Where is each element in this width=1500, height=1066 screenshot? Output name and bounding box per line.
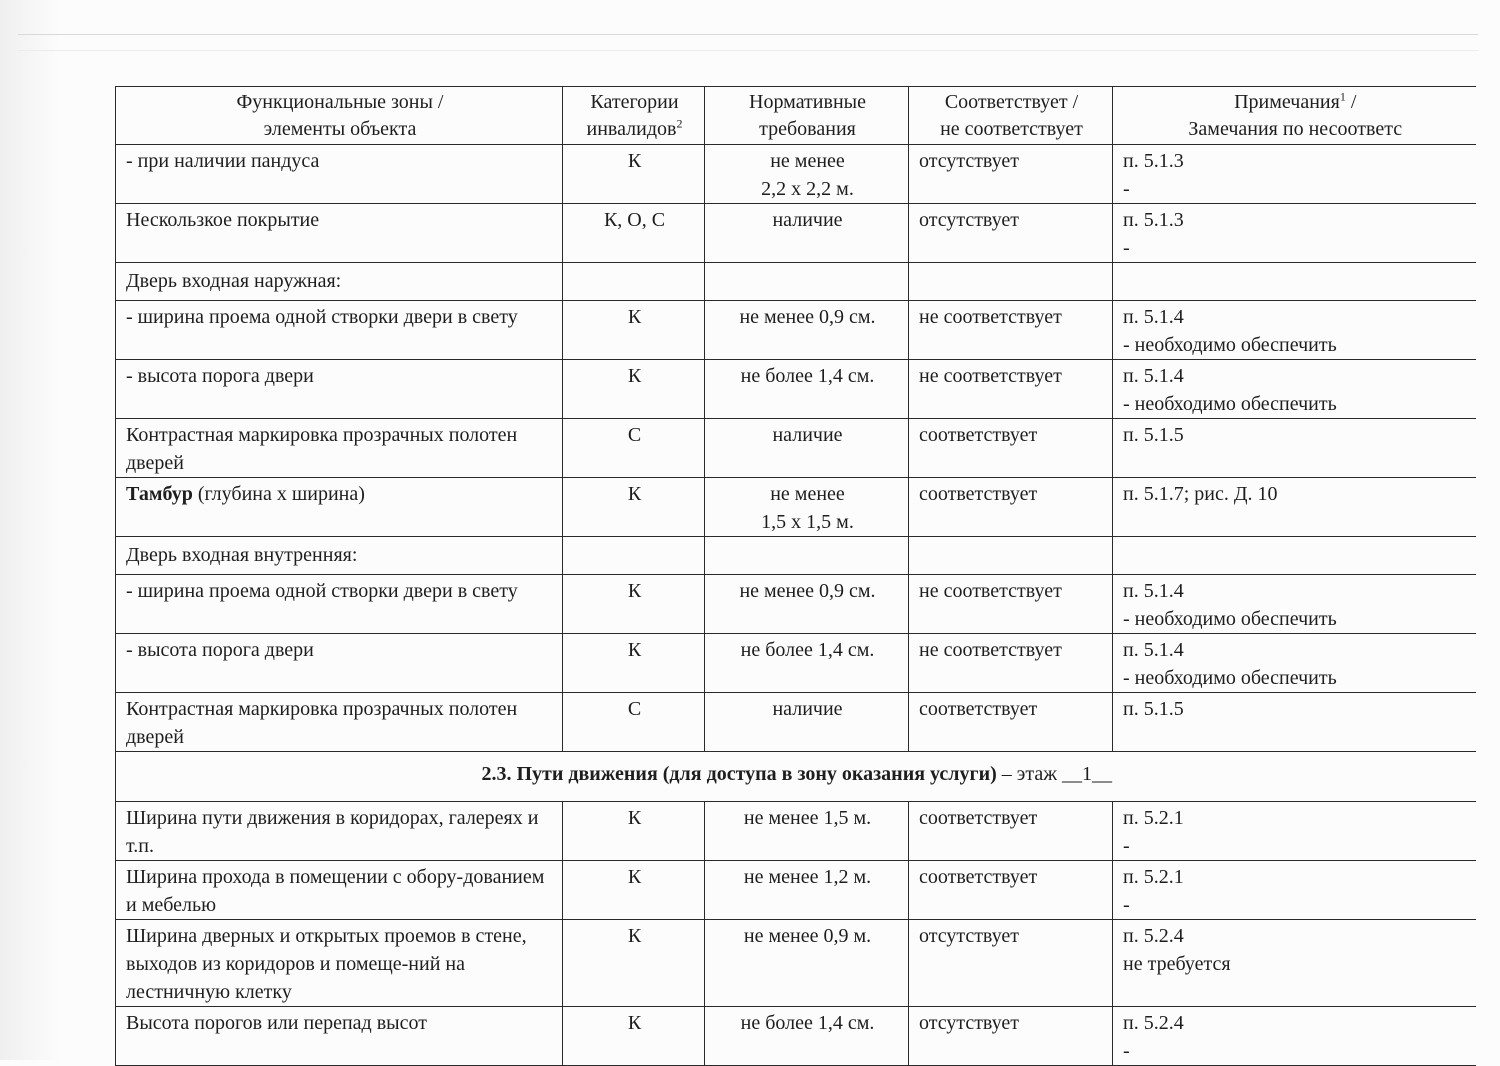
page-top-rule — [18, 34, 1478, 35]
normative-requirement — [705, 693, 909, 752]
note-remark: - — [1123, 835, 1130, 857]
table-row — [116, 575, 1476, 634]
note-cell — [1113, 301, 1476, 360]
note-reference: п. 5.1.5 — [1123, 698, 1184, 720]
normative-requirement — [705, 204, 909, 263]
element-name — [116, 478, 563, 537]
empty-cell — [1113, 537, 1476, 575]
page-top-rule-faint — [18, 50, 1478, 51]
requirement-line-1: не менее 0,9 см. — [739, 306, 876, 328]
requirement-line-1: не менее — [770, 483, 845, 505]
note-reference: п. 5.2.1 — [1123, 807, 1184, 829]
disability-category: К — [563, 861, 705, 920]
element-name: - при наличии пандуса — [116, 145, 563, 204]
scan-edge-shadow — [0, 0, 60, 1060]
empty-cell — [909, 263, 1113, 301]
normative-requirement — [705, 478, 909, 537]
element-name: - ширина проема одной створки двери в свету — [116, 301, 563, 360]
section-heading-row — [116, 537, 1476, 575]
table-row — [116, 861, 1476, 920]
note-remark: - необходимо обеспечить — [1123, 334, 1337, 356]
requirement-line-1: не менее 0,9 см. — [739, 580, 876, 602]
compliance-status: соответствует — [909, 693, 1113, 752]
note-remark: - — [1123, 178, 1130, 200]
header-compliance: Соответствует / не соответствует — [909, 87, 1113, 145]
section-title — [116, 752, 1476, 802]
empty-cell — [909, 537, 1113, 575]
section-title-floor: – этаж __1__ — [996, 763, 1113, 785]
requirement-line-1: не менее 1,5 м. — [743, 807, 872, 829]
note-reference: п. 5.1.5 — [1123, 424, 1184, 446]
requirement-line-1: наличие — [772, 698, 843, 720]
empty-cell — [705, 263, 909, 301]
compliance-status: отсутствует — [909, 920, 1113, 1007]
note-reference: п. 5.2.4 — [1123, 1012, 1184, 1034]
accessibility-audit-table — [115, 86, 1476, 1066]
normative-requirement — [705, 920, 909, 1007]
disability-category: С — [563, 693, 705, 752]
requirement-line-1: не более 1,4 см. — [740, 1012, 875, 1034]
normative-requirement — [705, 301, 909, 360]
table-row — [116, 1007, 1476, 1066]
normative-requirement — [705, 802, 909, 861]
note-reference: п. 5.2.4 — [1123, 925, 1184, 947]
requirement-line-2: 1,5 х 1,5 м. — [761, 511, 854, 533]
requirement-line-1: не более 1,4 см. — [740, 639, 875, 661]
note-reference: п. 5.1.7; рис. Д. 10 — [1123, 483, 1278, 505]
element-name: Ширина дверных и открытых проемов в стене, выходов из коридоров и помеще-ний на лестничную клетку — [116, 920, 563, 1007]
element-name-rest: (глубина х ширина) — [192, 483, 365, 505]
element-name: - высота порога двери — [116, 634, 563, 693]
table-row — [116, 802, 1476, 861]
note-reference: п. 5.2.1 — [1123, 866, 1184, 888]
header-zones: Функциональные зоны / элементы объекта — [116, 87, 563, 145]
compliance-status: соответствует — [909, 802, 1113, 861]
normative-requirement — [705, 419, 909, 478]
note-reference: п. 5.1.3 — [1123, 150, 1184, 172]
disability-category: К — [563, 575, 705, 634]
element-name: Ширина пути движения в коридорах, галереях и т.п. — [116, 802, 563, 861]
normative-requirement — [705, 1007, 909, 1066]
empty-cell — [705, 537, 909, 575]
requirement-line-2: 2,2 х 2,2 м. — [761, 178, 854, 200]
note-reference: п. 5.1.4 — [1123, 580, 1184, 602]
requirement-line-1: не менее 1,2 м. — [743, 866, 872, 888]
compliance-status: соответствует — [909, 478, 1113, 537]
note-cell — [1113, 360, 1476, 419]
compliance-status: не соответствует — [909, 360, 1113, 419]
table-row — [116, 204, 1476, 263]
note-cell — [1113, 861, 1476, 920]
element-name: Контрастная маркировка прозрачных полотен дверей — [116, 419, 563, 478]
table-row — [116, 920, 1476, 1007]
section-title-bold: 2.3. Пути движения (для доступа в зону оказания услуги) — [481, 763, 997, 785]
disability-category: К — [563, 802, 705, 861]
note-remark: - необходимо обеспечить — [1123, 667, 1337, 689]
note-reference: п. 5.1.4 — [1123, 639, 1184, 661]
element-name: Нескользкое покрытие — [116, 204, 563, 263]
element-name: - высота порога двери — [116, 360, 563, 419]
empty-cell — [1113, 263, 1476, 301]
disability-category: К — [563, 1007, 705, 1066]
table-row — [116, 693, 1476, 752]
disability-category: К — [563, 360, 705, 419]
section-title-row — [116, 752, 1476, 802]
normative-requirement — [705, 861, 909, 920]
note-reference: п. 5.1.4 — [1123, 306, 1184, 328]
disability-category: К — [563, 301, 705, 360]
empty-cell — [563, 263, 705, 301]
note-remark: - необходимо обеспечить — [1123, 393, 1337, 415]
table-row — [116, 145, 1476, 204]
element-name: - ширина проема одной створки двери в свету — [116, 575, 563, 634]
requirement-line-1: не менее — [770, 150, 845, 172]
group-heading: Дверь входная внутренняя: — [116, 537, 563, 575]
table-row — [116, 478, 1476, 537]
note-reference: п. 5.1.4 — [1123, 365, 1184, 387]
note-cell — [1113, 1007, 1476, 1066]
requirement-line-1: не менее 0,9 м. — [743, 925, 872, 947]
empty-cell — [563, 537, 705, 575]
section-heading-row — [116, 263, 1476, 301]
disability-category: К — [563, 478, 705, 537]
disability-category: К — [563, 145, 705, 204]
note-reference: п. 5.1.3 — [1123, 209, 1184, 231]
note-cell — [1113, 419, 1476, 478]
requirement-line-1: не более 1,4 см. — [740, 365, 875, 387]
compliance-status: не соответствует — [909, 301, 1113, 360]
element-name-bold: Тамбур — [126, 483, 193, 505]
disability-category: С — [563, 419, 705, 478]
table-row — [116, 634, 1476, 693]
compliance-status: соответствует — [909, 861, 1113, 920]
note-cell — [1113, 802, 1476, 861]
normative-requirement — [705, 575, 909, 634]
compliance-status: соответствует — [909, 419, 1113, 478]
compliance-status: отсутствует — [909, 145, 1113, 204]
note-cell — [1113, 920, 1476, 1007]
note-remark: - — [1123, 894, 1130, 916]
normative-requirement — [705, 634, 909, 693]
compliance-status: не соответствует — [909, 575, 1113, 634]
note-cell — [1113, 145, 1476, 204]
element-name: Ширина прохода в помещении с обору-дованием и мебелью — [116, 861, 563, 920]
normative-requirement — [705, 360, 909, 419]
header-notes: Примечания$^1$ / Замечания по несоответс — [1113, 87, 1476, 145]
header-categories: Категории инвалидов$^2$ — [563, 87, 705, 145]
disability-category: К, О, С — [563, 204, 705, 263]
group-heading: Дверь входная наружная: — [116, 263, 563, 301]
disability-category: К — [563, 920, 705, 1007]
normative-requirement — [705, 145, 909, 204]
note-cell — [1113, 693, 1476, 752]
note-remark: - — [1123, 1040, 1130, 1062]
compliance-status: отсутствует — [909, 1007, 1113, 1066]
note-cell — [1113, 634, 1476, 693]
note-cell — [1113, 575, 1476, 634]
table-row — [116, 419, 1476, 478]
note-cell — [1113, 204, 1476, 263]
note-cell — [1113, 478, 1476, 537]
requirement-line-1: наличие — [772, 209, 843, 231]
element-name: Контрастная маркировка прозрачных полотен дверей — [116, 693, 563, 752]
requirement-line-1: наличие — [772, 424, 843, 446]
header-requirements: Нормативные требования — [705, 87, 909, 145]
note-remark: не требуется — [1123, 953, 1231, 975]
table-row — [116, 360, 1476, 419]
compliance-status: отсутствует — [909, 204, 1113, 263]
element-name: Высота порогов или перепад высот — [116, 1007, 563, 1066]
compliance-status: не соответствует — [909, 634, 1113, 693]
note-remark: - необходимо обеспечить — [1123, 608, 1337, 630]
note-remark: - — [1123, 237, 1130, 259]
table-header-row — [116, 87, 1476, 145]
table-row — [116, 301, 1476, 360]
disability-category: К — [563, 634, 705, 693]
